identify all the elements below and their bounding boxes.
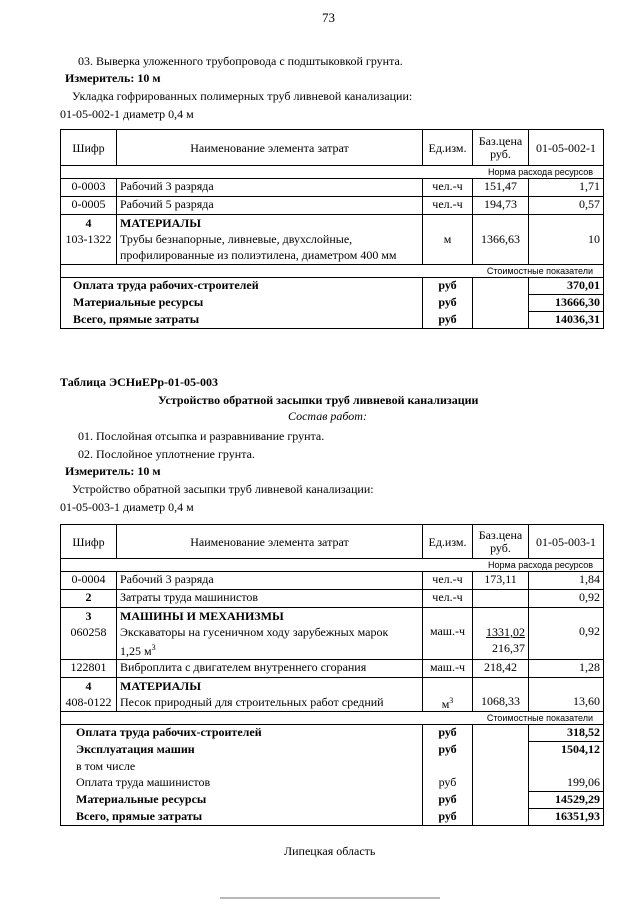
total-label: Оплата труда рабочих-строителей (61, 278, 423, 295)
total-label: Всего, прямые затраты (61, 312, 423, 329)
header-unit: Ед.изм. (423, 130, 473, 166)
section-heading: Устройство обратной засыпки труб ливневой канализации (158, 393, 479, 407)
total-row (61, 278, 604, 295)
row-cipher: 0-0003 (61, 179, 117, 197)
work-step-01: 01. Послойная отсыпка и разравнивание грунта. (78, 429, 325, 443)
row-value: 1,71 (529, 179, 604, 197)
row-unit: чел.-ч (423, 590, 473, 608)
table-header (61, 130, 604, 166)
total-row (61, 775, 604, 792)
machine-name-l2: 1,25 м (120, 644, 152, 658)
header-price: Баз.цена руб. (473, 525, 529, 559)
table-row (61, 179, 604, 197)
total-row (61, 809, 604, 826)
cost-table-1 (60, 129, 604, 329)
code-line-2: 01-05-003-1 диаметр 0,4 м (60, 500, 194, 514)
machine-name-l1: Экскаваторы на гусеничном ходу зарубежных марок (120, 625, 389, 639)
header-code: 01-05-003-1 (529, 525, 604, 559)
total-value: 14529,29 (529, 792, 604, 809)
header-price: Баз.цена руб. (473, 130, 529, 166)
total-unit: руб (423, 775, 473, 792)
norm-note: Норма расхода ресурсов (61, 559, 604, 572)
row-cipher: 0-0005 (61, 197, 117, 215)
table-row (61, 197, 604, 215)
machines-group-title: МАШИНЫ И МЕХАНИЗМЫ (120, 609, 284, 623)
measure-label-1: Измеритель: 10 м (65, 71, 161, 85)
materials-group-title: МАТЕРИАЛЫ (120, 216, 201, 230)
row-price: 151,47 (473, 179, 529, 197)
materials-row (61, 215, 604, 265)
header-cipher: Шифр (61, 130, 117, 166)
materials-row (61, 678, 604, 712)
total-unit: руб (423, 278, 473, 295)
row-name: Виброплита с двигателем внутреннего сгорания (117, 660, 423, 678)
total-value: 13666,30 (529, 295, 604, 312)
material-value: 13,60 (529, 678, 604, 712)
scan-edge-mark (220, 897, 440, 899)
total-label: Всего, прямые затраты (61, 809, 423, 826)
measure-label-2: Измеритель: 10 м (65, 464, 161, 478)
total-label: в том числе (61, 759, 423, 775)
material-value: 10 (529, 215, 604, 265)
row-name: Рабочий 3 разряда (117, 179, 423, 197)
material-unit: м (423, 215, 473, 265)
header-code: 01-05-002-1 (529, 130, 604, 166)
header-name: Наименование элемента затрат (117, 525, 423, 559)
row-unit: маш.-ч (423, 660, 473, 678)
row-unit: чел.-ч (423, 572, 473, 590)
row-price: 194,73 (473, 197, 529, 215)
total-label: Оплата труда рабочих-строителей (61, 725, 423, 742)
row-name: Затраты труда машинистов (117, 590, 423, 608)
total-row (61, 312, 604, 329)
materials-group-number: 4 (85, 679, 92, 693)
machines-group-number: 3 (85, 609, 92, 623)
row-unit: чел.-ч (423, 197, 473, 215)
total-unit: руб (423, 312, 473, 329)
total-label: Материальные ресурсы (61, 792, 423, 809)
row-value: 1,28 (529, 660, 604, 678)
material-cipher: 408-0122 (65, 695, 112, 709)
total-label: Эксплуатация машин (61, 742, 423, 759)
page-number: 73 (322, 10, 335, 25)
total-label: Материальные ресурсы (61, 295, 423, 312)
row-cipher: 2 (61, 590, 117, 608)
total-unit: руб (423, 792, 473, 809)
machine-price-1: 1331,02 (486, 625, 525, 639)
total-row (61, 295, 604, 312)
material-name: Песок природный для строительных работ средний (120, 695, 384, 709)
material-name-l1: Трубы безнапорные, ливневые, двухслойные, (120, 232, 353, 246)
work-step-02: 02. Послойное уплотнение грунта. (78, 447, 255, 461)
total-row (61, 742, 604, 759)
table-header (61, 525, 604, 559)
material-unit: $м^3$ (423, 678, 473, 712)
unit-superscript: 3 (151, 643, 156, 652)
materials-group-number: 4 (85, 216, 92, 230)
total-unit: руб (423, 295, 473, 312)
row-cipher: 0-0004 (61, 572, 117, 590)
header-cipher: Шифр (61, 525, 117, 559)
material-cipher: 103-1322 (65, 232, 112, 246)
header-unit: Ед.изм. (423, 525, 473, 559)
cost-note: Стоимостные показатели (61, 265, 604, 278)
material-price: 1366,63 (473, 215, 529, 265)
work-description-1: Укладка гофрированных полимерных труб ливневой канализации: (72, 89, 413, 103)
row-cipher: 122801 (61, 660, 117, 678)
norm-note: Норма расхода ресурсов (61, 166, 604, 179)
cost-note: Стоимостные показатели (61, 712, 604, 725)
work-step-03: 03. Выверка уложенного трубопровода с подштыковкой грунта. (78, 54, 403, 68)
row-name: Рабочий 5 разряда (117, 197, 423, 215)
total-unit: руб (423, 742, 473, 759)
total-unit: руб (423, 725, 473, 742)
row-value: 1,84 (529, 572, 604, 590)
machine-cipher: 060258 (70, 625, 107, 639)
code-line-1: 01-05-002-1 диаметр 0,4 м (60, 107, 194, 121)
total-unit: руб (423, 809, 473, 826)
machine-unit: маш.-ч (423, 608, 473, 660)
table-title: Таблица ЭСНиЕРр-01-05-003 (60, 375, 219, 389)
footer-region: Липецкая область (284, 844, 376, 858)
total-label: Оплата труда машинистов (61, 775, 423, 792)
cost-table-2 (60, 524, 604, 826)
total-value: 1504,12 (529, 742, 604, 759)
material-name-l2: профилированные из полиэтилена, диаметром 400 мм (120, 248, 397, 262)
table-row (61, 660, 604, 678)
total-row (61, 725, 604, 742)
total-row (61, 759, 604, 775)
table-row (61, 590, 604, 608)
row-price: 218,42 (473, 660, 529, 678)
row-name: Рабочий 3 разряда (117, 572, 423, 590)
materials-group-title: МАТЕРИАЛЫ (120, 679, 201, 693)
row-price: 173,11 (473, 572, 529, 590)
total-value: 14036,31 (529, 312, 604, 329)
total-row (61, 792, 604, 809)
machine-price-2: 216,37 (492, 641, 525, 655)
header-name: Наименование элемента затрат (117, 130, 423, 166)
row-value: 0,57 (529, 197, 604, 215)
composition-label: Состав работ: (288, 409, 367, 423)
table-row (61, 572, 604, 590)
total-value: 370,01 (529, 278, 604, 295)
machine-value: 0,92 (529, 608, 604, 660)
machines-row (61, 608, 604, 660)
row-value: 0,92 (529, 590, 604, 608)
material-price: 1068,33 (473, 678, 529, 712)
row-unit: чел.-ч (423, 179, 473, 197)
total-value: 16351,93 (529, 809, 604, 826)
total-value: 199,06 (529, 775, 604, 792)
work-description-2: Устройство обратной засыпки труб ливневой канализации: (72, 482, 374, 496)
total-value: 318,52 (529, 725, 604, 742)
